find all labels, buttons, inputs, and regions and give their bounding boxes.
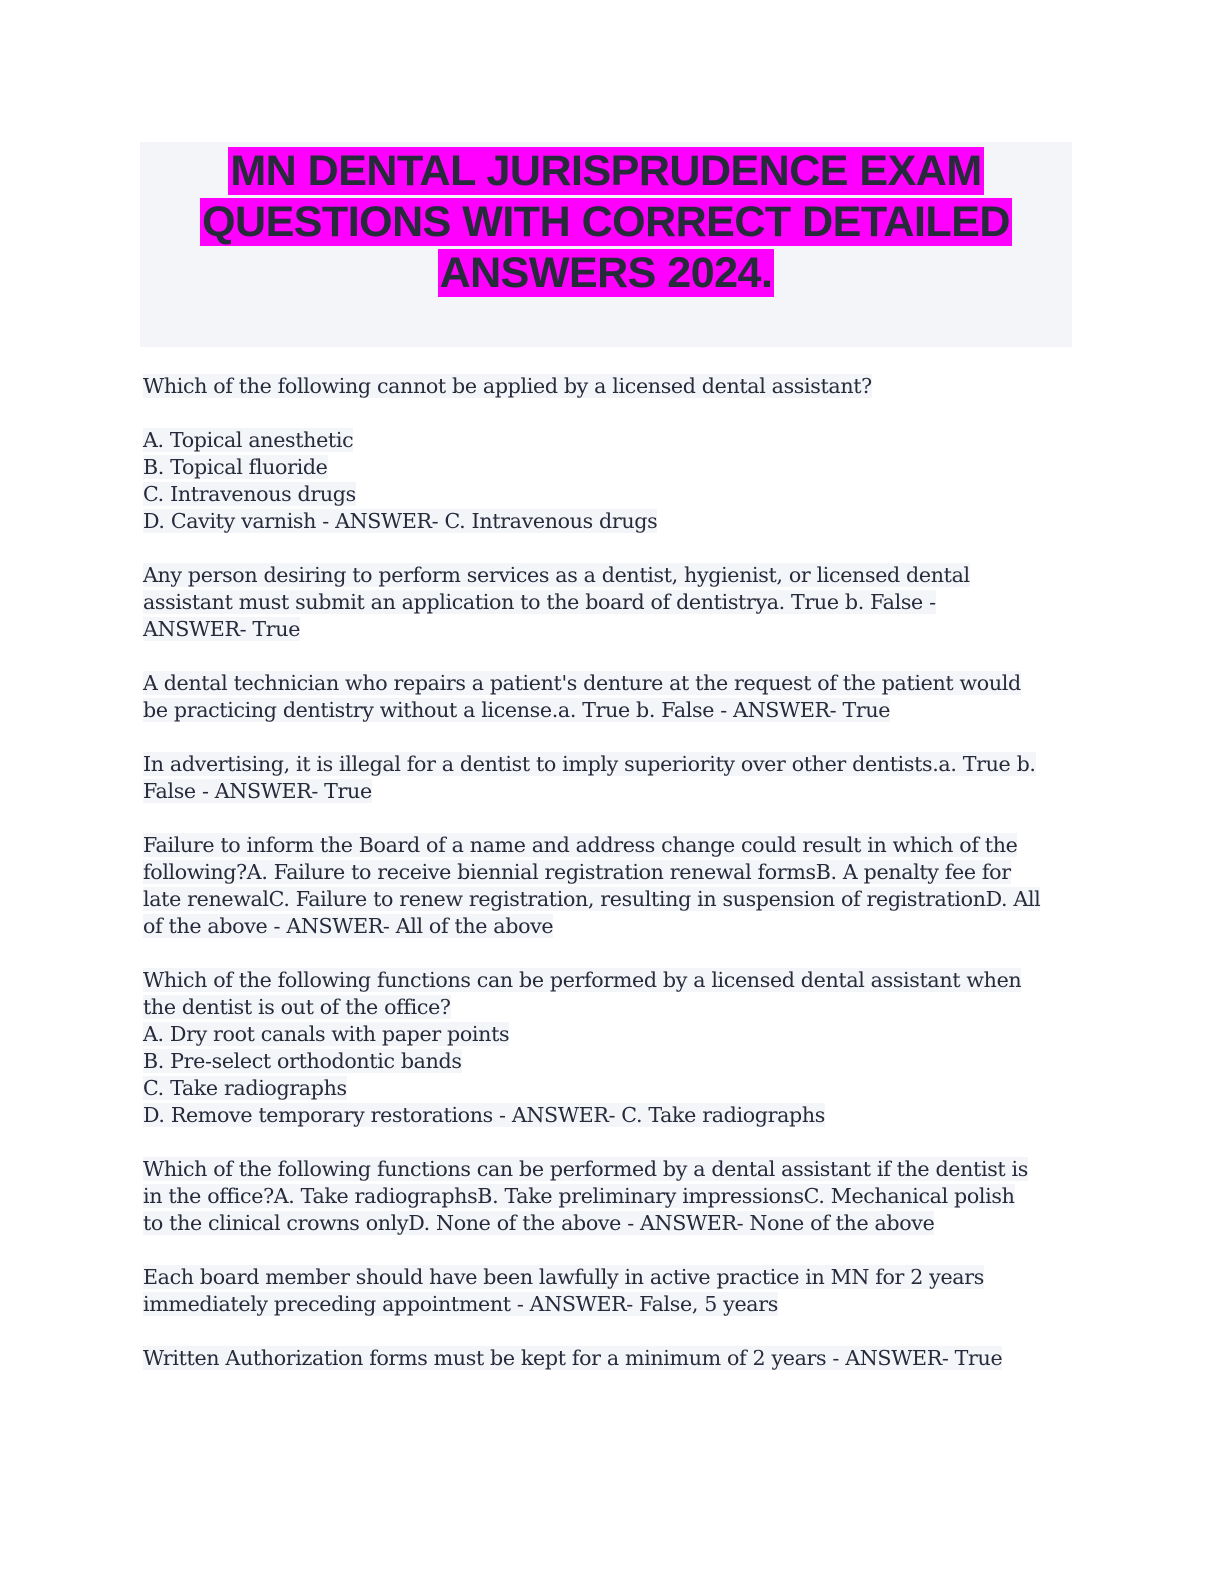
question-text: Which of the following cannot be applied by a licensed dental assistant? xyxy=(143,374,872,398)
option-d-answer: D. Cavity varnish - ANSWER- C. Intravenous drugs xyxy=(143,509,658,533)
question-5 xyxy=(143,832,1078,940)
question-3 xyxy=(143,670,1078,724)
question-2 xyxy=(143,562,1078,643)
text-line: ANSWER- True xyxy=(143,617,301,641)
text-line: immediately preceding appointment - ANSWER- False, 5 years xyxy=(143,1292,778,1316)
option-a: A. Dry root canals with paper points xyxy=(143,1022,510,1046)
text-line: late renewalC. Failure to renew registration, resulting in suspension of registrationD. All xyxy=(143,887,1041,911)
title-line-1: MN DENTAL JURISPRUDENCE EXAM xyxy=(230,147,982,195)
text-line: Which of the following functions can be performed by a licensed dental assistant when xyxy=(143,968,1022,992)
title-line-2: QUESTIONS WITH CORRECT DETAILED xyxy=(202,198,1010,246)
text-line: Written Authorization forms must be kept for a minimum of 2 years - ANSWER- True xyxy=(143,1346,1003,1370)
spacer xyxy=(143,400,1078,427)
text-line: the dentist is out of the office? xyxy=(143,995,451,1019)
option-c: C. Intravenous drugs xyxy=(143,482,356,506)
document-body xyxy=(143,373,1078,1399)
document-title xyxy=(140,146,1072,299)
question-6 xyxy=(143,967,1078,1129)
text-line: following?A. Failure to receive biennial registration renewal formsB. A penalty fee for xyxy=(143,860,1011,884)
question-9 xyxy=(143,1345,1078,1372)
option-b: B. Pre-select orthodontic bands xyxy=(143,1049,462,1073)
question-1 xyxy=(143,373,1078,535)
question-4 xyxy=(143,751,1078,805)
text-line: in the office?A. Take radiographsB. Take preliminary impressionsC. Mechanical polish xyxy=(143,1184,1015,1208)
text-line: A dental technician who repairs a patient's denture at the request of the patient would xyxy=(143,671,1021,695)
question-8 xyxy=(143,1264,1078,1318)
text-line: In advertising, it is illegal for a dentist to imply superiority over other dentists.a. True b. xyxy=(143,752,1036,776)
text-line: be practicing dentistry without a license.a. True b. False - ANSWER- True xyxy=(143,698,891,722)
text-line: Failure to inform the Board of a name and address change could result in which of the xyxy=(143,833,1018,857)
question-7 xyxy=(143,1156,1078,1237)
text-line: Any person desiring to perform services as a dentist, hygienist, or licensed dental xyxy=(143,563,970,587)
option-c: C. Take radiographs xyxy=(143,1076,347,1100)
text-line: to the clinical crowns onlyD. None of the above - ANSWER- None of the above xyxy=(143,1211,935,1235)
text-line: Each board member should have been lawfully in active practice in MN for 2 years xyxy=(143,1265,984,1289)
option-d-answer: D. Remove temporary restorations - ANSWER- C. Take radiographs xyxy=(143,1103,825,1127)
title-banner xyxy=(140,142,1072,347)
title-line-3: ANSWERS 2024. xyxy=(439,249,773,297)
option-a: A. Topical anesthetic xyxy=(143,428,354,452)
text-line: assistant must submit an application to the board of dentistrya. True b. False - xyxy=(143,590,936,614)
text-line: Which of the following functions can be performed by a dental assistant if the dentist is xyxy=(143,1157,1029,1181)
option-b: B. Topical fluoride xyxy=(143,455,328,479)
text-line: False - ANSWER- True xyxy=(143,779,372,803)
text-line: of the above - ANSWER- All of the above xyxy=(143,914,554,938)
